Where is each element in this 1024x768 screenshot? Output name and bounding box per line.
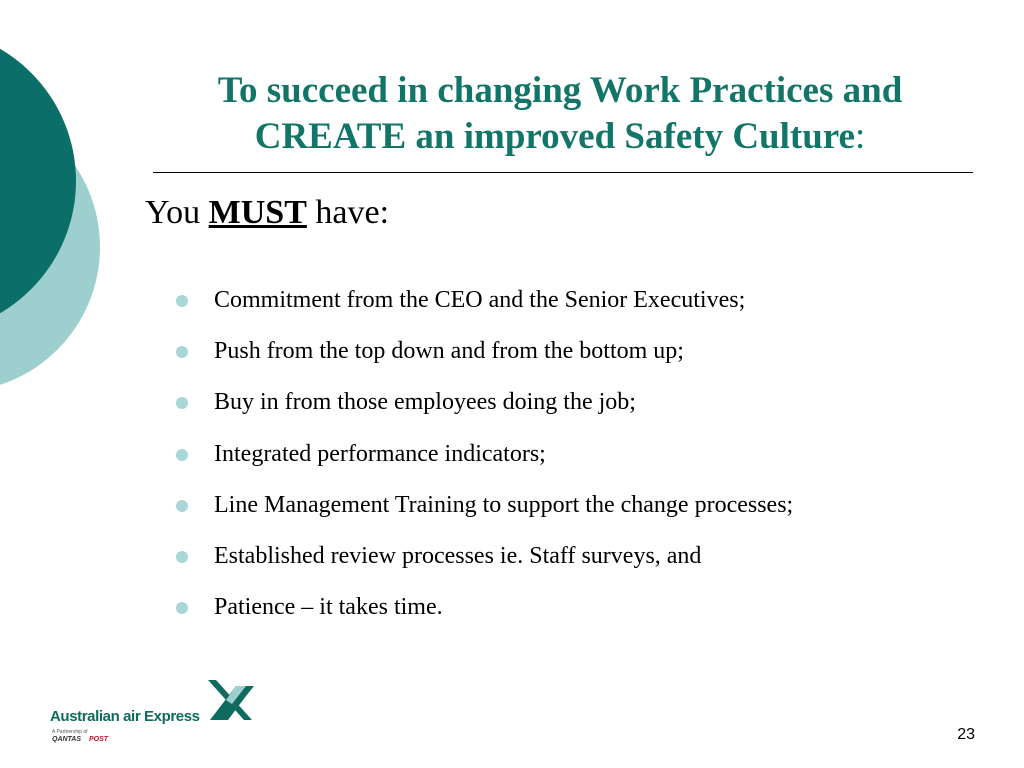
logo-partner-brands — [52, 736, 108, 743]
bullet-text: Patience – it takes time. — [214, 594, 443, 621]
bullet-dot-icon — [176, 602, 188, 614]
bullet-text: Integrated performance indicators; — [214, 440, 546, 467]
bullet-text: Established review processes ie. Staff surveys, and — [214, 542, 702, 569]
subhead-suffix: have: — [315, 194, 390, 231]
logo-brand-post: POST — [89, 736, 109, 743]
logo-wordmark: Australian air Express — [50, 708, 200, 725]
bullet-text: Buy in from those employees doing the job; — [214, 389, 636, 416]
title-line-1: To succeed in changing Work Practices and — [217, 70, 903, 111]
title-divider — [153, 172, 973, 173]
bullet-dot-icon — [176, 397, 188, 409]
bullet-dot-icon — [176, 295, 188, 307]
bullet-text: Commitment from the CEO and the Senior Executives; — [214, 287, 746, 313]
bullet-text: Push from the top down and from the bottom up; — [214, 338, 684, 365]
bullet-dot-icon — [176, 551, 188, 563]
subheading — [145, 192, 389, 234]
slide-title — [150, 68, 970, 160]
page-number: 23 — [957, 726, 975, 743]
company-logo — [50, 680, 260, 746]
bullet-dot-icon — [176, 346, 188, 358]
logo-brand-qantas: QANTAS — [52, 736, 82, 743]
logo-partner-text: A Partnership of — [52, 729, 88, 735]
bullet-text: Line Management Training to support the change processes; — [214, 491, 794, 518]
aae-x-logo-icon — [206, 680, 254, 728]
bullet-dot-icon — [176, 449, 188, 461]
bullet-dot-icon — [176, 500, 188, 512]
title-line-2: CREATE an improved Safety Culture — [254, 116, 855, 157]
title-colon: : — [854, 116, 866, 157]
subhead-emphasis: MUST — [208, 194, 307, 231]
subhead-prefix: You — [145, 194, 201, 231]
